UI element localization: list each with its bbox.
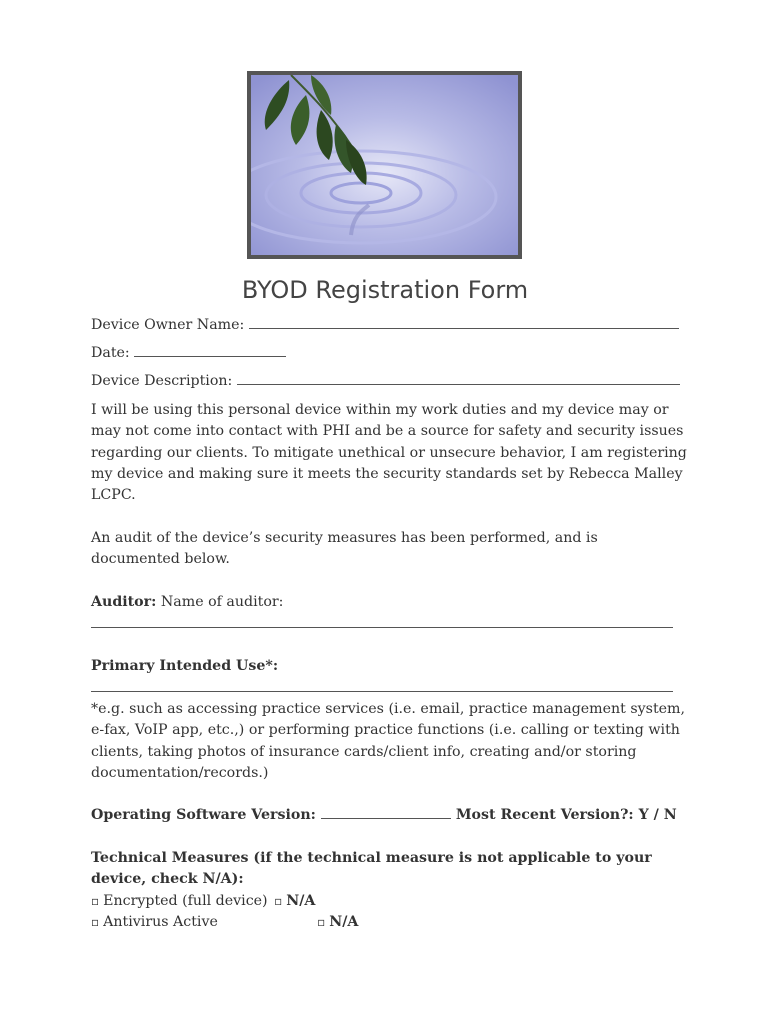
device-description-field[interactable]	[237, 371, 680, 385]
primary-use-note: *e.g. such as accessing practice services (i.e. email, practice management system, e-fax, VoIP app, etc.,) or performing practice functions (i.e. calling or texting with clients, taking photos of insurance cards/client info, creating and/or storing documentation/records.)	[91, 701, 686, 781]
leaf-water-icon	[251, 75, 518, 255]
primary-use-label: Primary Intended Use*:	[91, 658, 279, 674]
date-label: Date:	[91, 345, 130, 361]
header-image	[247, 71, 522, 259]
antivirus-checkbox[interactable]: ▫	[91, 915, 100, 929]
most-recent-version-label: Most Recent Version?: Y / N	[455, 807, 677, 823]
antivirus-na-label: N/A	[329, 914, 359, 930]
primary-use-field[interactable]	[91, 691, 673, 692]
auditor-label: Auditor:	[91, 594, 157, 610]
encrypted-checkbox[interactable]: ▫	[91, 894, 100, 908]
os-version-label: Operating Software Version:	[91, 807, 316, 823]
encrypted-na-checkbox[interactable]: ▫	[274, 894, 283, 908]
antivirus-na-checkbox[interactable]: ▫	[317, 915, 326, 929]
device-owner-label: Device Owner Name:	[91, 317, 245, 333]
intro-paragraph: I will be using this personal device within my work duties and my device may or may not come into contact with PHI and be a source for safety and security issues regarding our clients. To mitigate unethical or unsecure behavior, I am registering my device and making sure it meets the security standards set by Rebecca Malley LCPC.	[91, 402, 687, 504]
encrypted-label: Encrypted (full device)	[103, 893, 268, 909]
device-description-label: Device Description:	[91, 373, 233, 389]
date-field[interactable]	[134, 343, 286, 357]
antivirus-label: Antivirus Active	[103, 914, 218, 930]
audit-paragraph: An audit of the device’s security measures has been performed, and is documented below.	[91, 530, 598, 568]
device-description-row	[91, 371, 680, 392]
auditor-row	[91, 592, 283, 613]
device-owner-row	[91, 315, 679, 336]
auditor-field[interactable]	[91, 627, 673, 628]
measure-row-encrypted	[91, 891, 315, 912]
device-owner-field[interactable]	[249, 315, 679, 329]
technical-measures-heading: Technical Measures (if the technical measure is not applicable to your device, check N/A):	[91, 850, 652, 888]
page-title: BYOD Registration Form	[241, 276, 529, 304]
encrypted-na-label: N/A	[286, 893, 316, 909]
os-version-row	[91, 805, 677, 826]
date-row	[91, 343, 286, 364]
measure-row-antivirus	[91, 912, 358, 933]
auditor-placeholder: Name of auditor:	[160, 594, 284, 610]
os-version-field[interactable]	[321, 805, 451, 819]
